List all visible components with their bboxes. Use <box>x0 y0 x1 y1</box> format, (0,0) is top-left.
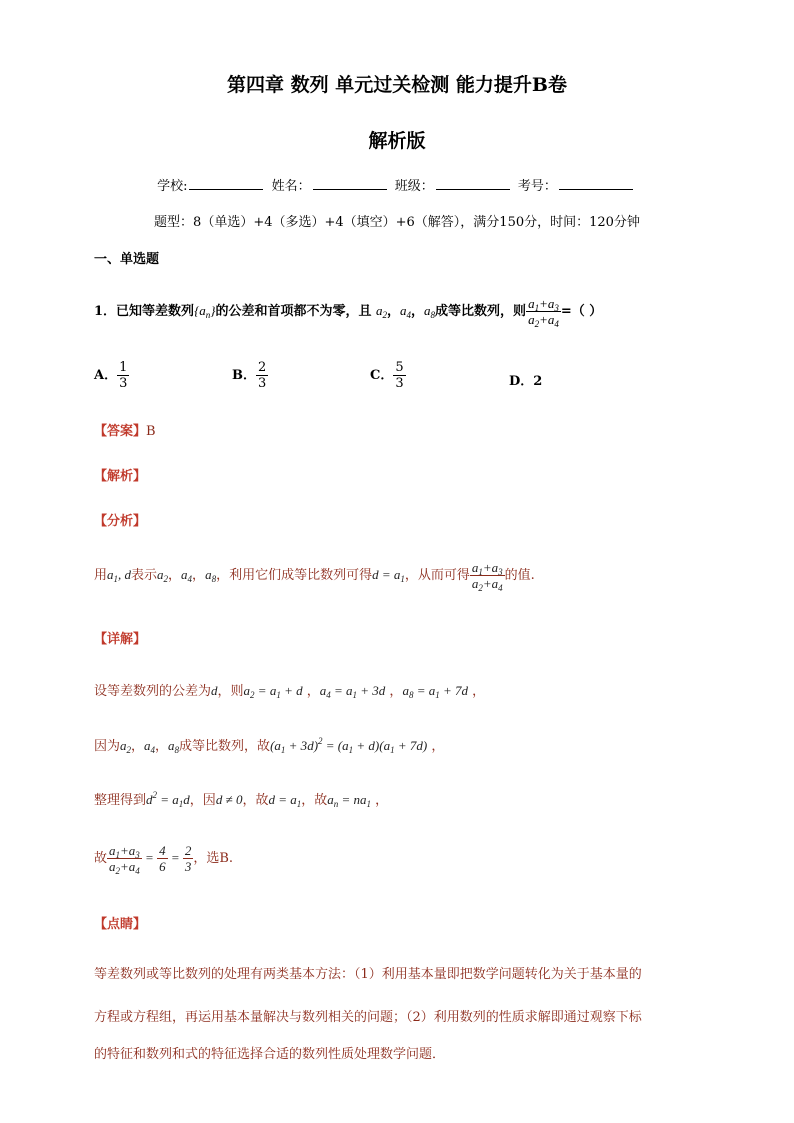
fenxi-text: 用$a_1$, d表示$a_2$，$a_4$，$a_8$，利用它们成等比数列可得$d = a_1$，从而可得 $\frac{a_1+a_3}{a_2+a_4}$ 的值. <box>94 560 535 593</box>
question-1: 1．已知等差数列$\{a_n\}$的公差和首项都不为零，且 $a_2$，$a_4$，$a_8$成等比数列，则 $\frac{a_1+a_3}{a_2+a_4}$ =（ ） <box>94 296 603 329</box>
class-label: 班级： <box>394 179 434 194</box>
option-b: B． $\frac{2}{3}$ <box>232 360 267 391</box>
detail-line-3: 整理得到$d^2 = a_1d$，因d ≠ 0，故$d = a_1$，故$a_n = na_1$ ， <box>94 790 389 809</box>
name-blank <box>313 177 387 190</box>
page-subtitle: 解析版 <box>368 130 426 152</box>
answer-value: B <box>146 424 156 439</box>
school-label: 学校: <box>157 179 188 194</box>
page-title: 第四章 数列 单元过关检测 能力提升B卷 <box>227 74 567 96</box>
question-text: 已知等差数列 <box>116 304 195 319</box>
comment-line-1: 等差数列或等比数列的处理有两类基本方法：（1）利用基本量即把数学问题转化为关于基本量的 <box>94 967 642 982</box>
comment-tag: 【点睛】 <box>94 917 147 932</box>
name-label: 姓名： <box>271 179 311 194</box>
class-blank <box>436 177 510 190</box>
exam-no-blank <box>559 177 633 190</box>
section-heading: 一、单选题 <box>94 252 160 267</box>
comment-line-3: 的特征和数列和式的特征选择合适的数列性质处理数学问题． <box>94 1047 446 1062</box>
fenxi-tag: 【分析】 <box>94 514 147 529</box>
detail-line-4: 故 $\frac{a_1+a_3}{a_2+a_4}$ = $\frac{4}{6}$ = $\frac{2}{3}$ ，选B. <box>94 843 234 876</box>
option-d: D．2 <box>509 374 543 389</box>
detail-line-2: 因为$a_2$，$a_4$，$a_8$成等比数列，故$(a_1 + 3d)^2 = (a_1 + d)(a_1 + 7d)$ ， <box>94 736 445 755</box>
form-line <box>0 175 794 194</box>
exam-no-label: 考号： <box>517 179 557 194</box>
answer-line <box>94 420 156 439</box>
exam-info: 题型：8（单选）+4（多选）+4（填空）+6（解答），满分150分，时间：120分钟 <box>154 215 640 230</box>
option-a: A． $\frac{1}{3}$ <box>94 360 128 391</box>
detail-tag: 【详解】 <box>94 632 147 647</box>
school-blank <box>189 177 263 190</box>
option-c: C． $\frac{5}{3}$ <box>370 360 404 391</box>
question-fraction: $\frac{a_1+a_3}{a_2+a_4}$ <box>528 296 559 329</box>
question-number: 1． <box>94 304 117 319</box>
detail-line-1: 设等差数列的公差为d，则$a_2 = a_1 + d$ ，$a_4 = a_1 + 3d$ ，$a_8 = a_1 + 7d$ ， <box>94 683 486 700</box>
answer-tag: 【答案】 <box>94 424 147 439</box>
comment-line-2: 方程或方程组，再运用基本量解决与数列相关的问题；（2）利用数列的性质求解即通过观察下标 <box>94 1010 642 1025</box>
analysis-tag: 【解析】 <box>94 469 147 484</box>
